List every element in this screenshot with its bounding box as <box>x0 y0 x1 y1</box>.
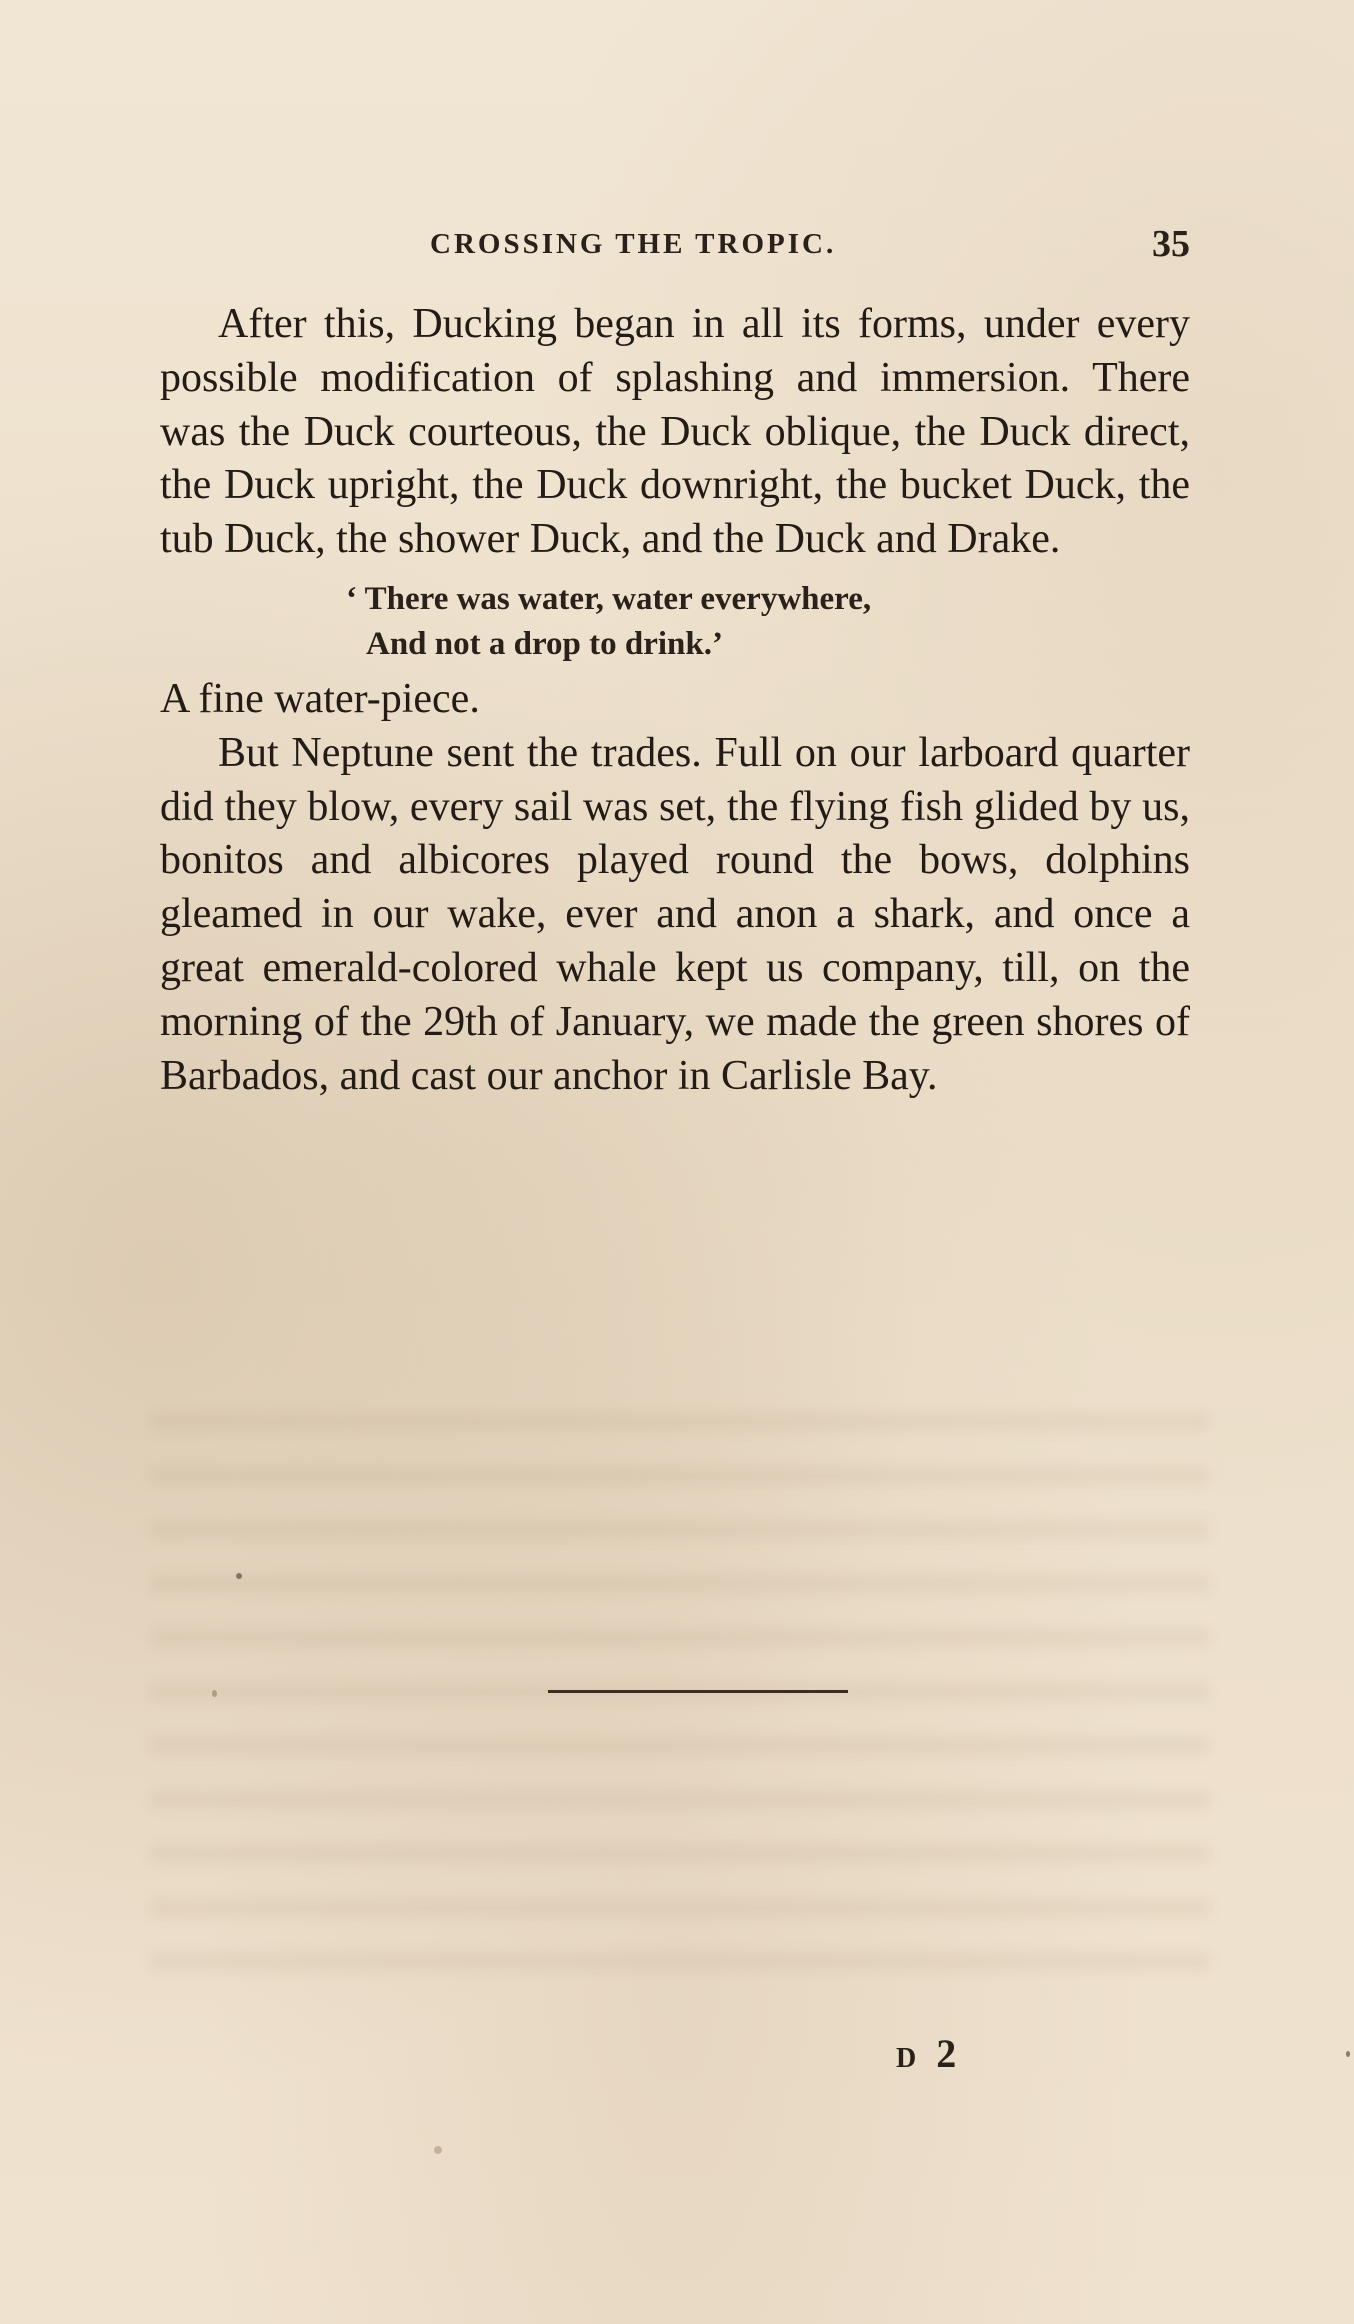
body-text <box>160 298 1190 1103</box>
paragraph-ducking: After this, Ducking began in all its forms, under every possible modification of splashing and immersion. There was the Duck courteous, the Duck oblique, the Duck direct, the Duck upright, the Duck downright, the bucket Duck, the tub Duck, the shower Duck, and the Duck and Drake. <box>160 301 1190 563</box>
ink-speck <box>212 1690 217 1697</box>
signature-letter: D <box>896 2043 919 2074</box>
page-number: 35 <box>1152 223 1190 265</box>
signature-number: 2 <box>936 2031 957 2076</box>
verse-quotation <box>160 577 1190 667</box>
verse-line-2: And not a drop to drink.’ <box>366 625 723 662</box>
paragraph-water-piece: A fine water-piece. <box>160 675 480 722</box>
ink-speck <box>434 2146 442 2154</box>
printer-signature <box>896 2030 956 2077</box>
running-head-title: CROSSING THE TROPIC. <box>430 228 837 260</box>
paragraph-neptune: But Neptune sent the trades. Full on our larboard quarter did they blow, every sail was set, the flying fish glided by us, bonitos and albicores played round the bows, dolphins gleamed in our wake, ever and anon a shark, and once a great emerald-colored whale kept us company, till, on the morning of the 29th of January, we made the green shores of Barbados, and cast our anchor in Carlisle Bay. <box>160 729 1190 1099</box>
ink-speck <box>236 1573 242 1579</box>
section-rule <box>548 1690 848 1693</box>
ink-speck <box>1346 2051 1350 2057</box>
verse-line-1: ‘ There was water, water everywhere, <box>346 580 872 617</box>
running-head <box>160 222 1190 272</box>
